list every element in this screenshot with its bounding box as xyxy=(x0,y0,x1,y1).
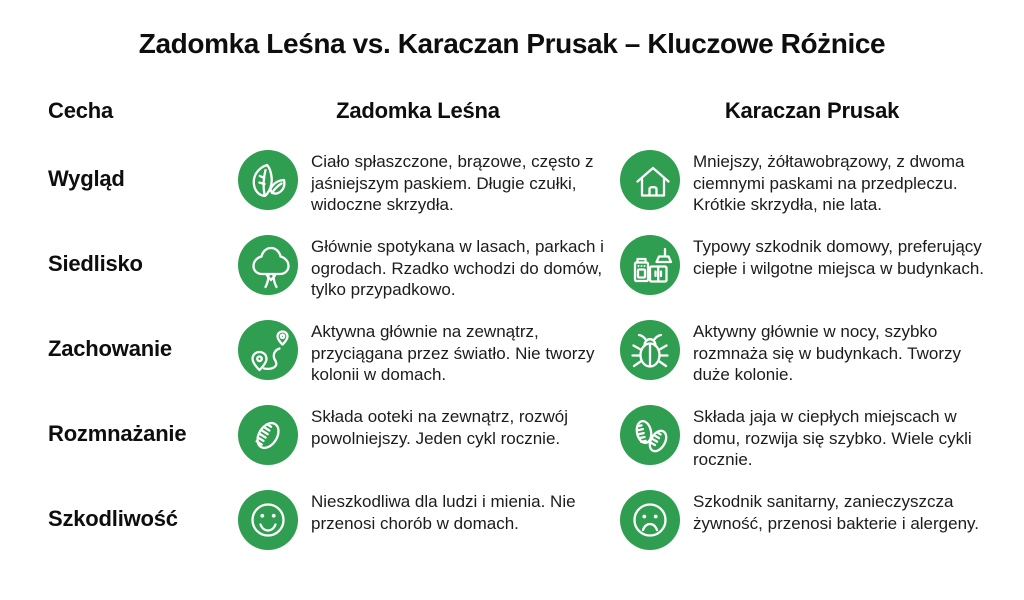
table-row xyxy=(48,490,1004,575)
route-icon xyxy=(238,320,298,380)
table-row xyxy=(48,405,1004,490)
leaves-icon xyxy=(238,150,298,210)
table-row xyxy=(48,150,1004,235)
feature-label: Zachowanie xyxy=(48,336,172,361)
cell-text: Szkodnik sanitarny, zanieczyszcza żywność, przenosi bakterie i alergeny. xyxy=(693,492,979,533)
cell-karaczan-szkodliwosc xyxy=(620,490,1004,550)
kitchen-icon xyxy=(620,235,680,295)
header-karaczan-prusak: Karaczan Prusak xyxy=(724,98,900,123)
sad-face-icon xyxy=(620,490,680,550)
cell-karaczan-wyglad xyxy=(620,150,1004,216)
header-feature: Cecha xyxy=(48,98,114,123)
cell-zadomka-rozmnazanie xyxy=(238,405,620,465)
cell-text: Typowy szkodnik domowy, preferujący ciepłe i wilgotne miejsca w budynkach. xyxy=(693,237,985,278)
feature-label: Rozmnażanie xyxy=(48,421,187,446)
cell-karaczan-rozmnazanie xyxy=(620,405,1004,471)
bug-icon xyxy=(620,320,680,380)
header-zadomka-lesna: Zadomka Leśna xyxy=(336,98,500,123)
feature-label: Wygląd xyxy=(48,166,125,191)
cell-text: Głównie spotykana w lasach, parkach i ogrodach. Rzadko wchodzi do domów, tylko przypadkowo. xyxy=(311,237,604,299)
eggs-icon xyxy=(620,405,680,465)
table-body xyxy=(48,150,1004,575)
tree-icon xyxy=(238,235,298,295)
cell-text: Nieszkodliwa dla ludzi i mienia. Nie przenosi chorób w domach. xyxy=(311,492,576,533)
cell-text: Aktywna głównie na zewnątrz, przyciągana przez światło. Nie tworzy kolonii w domach. xyxy=(311,322,595,384)
cell-zadomka-siedlisko xyxy=(238,235,620,301)
cell-text: Składa ooteki na zewnątrz, rozwój powolniejszy. Jeden cykl rocznie. xyxy=(311,407,569,448)
cell-text: Aktywny głównie w nocy, szybko rozmnaża się w budynkach. Tworzy duże kolonie. xyxy=(693,322,962,384)
table-row xyxy=(48,320,1004,405)
house-icon xyxy=(620,150,680,210)
comparison-table xyxy=(0,98,1024,575)
cell-text: Mniejszy, żółtawobrązowy, z dwoma ciemnymi paskami na przedpleczu. Krótkie skrzydła, nie lata. xyxy=(693,152,965,214)
ootheca-icon xyxy=(238,405,298,465)
cell-karaczan-siedlisko xyxy=(620,235,1004,295)
cell-text: Składa jaja w ciepłych miejscach w domu, rozwija się szybko. Wiele cykli rocznie. xyxy=(693,407,972,469)
page-title: Zadomka Leśna vs. Karaczan Prusak – Kluczowe Różnice xyxy=(138,28,886,59)
cell-zadomka-zachowanie xyxy=(238,320,620,386)
feature-label: Siedlisko xyxy=(48,251,143,276)
table-row xyxy=(48,235,1004,320)
cell-zadomka-szkodliwosc xyxy=(238,490,620,550)
table-header-row xyxy=(48,98,1004,124)
cell-karaczan-zachowanie xyxy=(620,320,1004,386)
cell-zadomka-wyglad xyxy=(238,150,620,216)
cell-text: Ciało spłaszczone, brązowe, często z jaśniejszym paskiem. Długie czułki, widoczne skrzydła. xyxy=(311,152,594,214)
smiley-face-icon xyxy=(238,490,298,550)
feature-label: Szkodliwość xyxy=(48,506,178,531)
